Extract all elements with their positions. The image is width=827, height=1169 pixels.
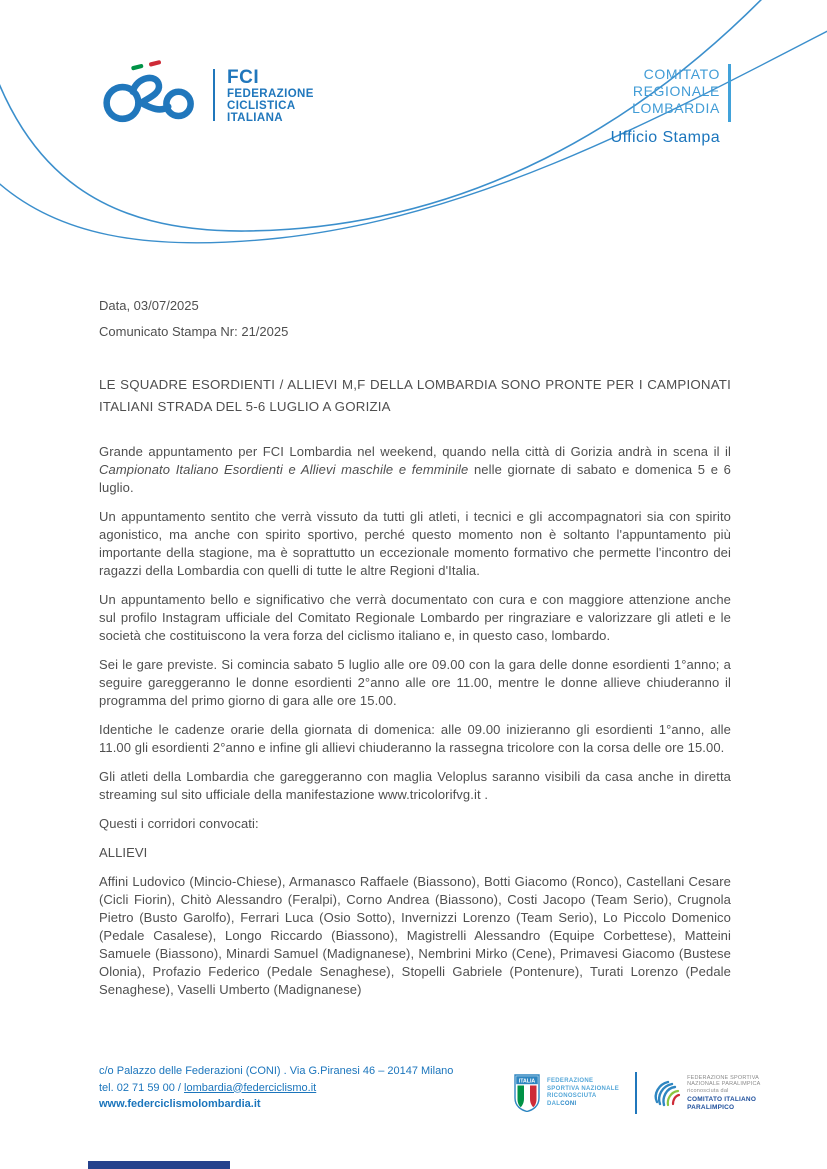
committee-name (632, 66, 720, 117)
committee-accent-bar (728, 64, 731, 122)
bottom-accent-bar (88, 1161, 230, 1169)
footer-tel-line (99, 1080, 453, 1097)
category-label: ALLIEVI (99, 845, 148, 860)
paralimpico-text (687, 1075, 760, 1112)
footer-logos-divider (635, 1072, 637, 1114)
logo-line3: ITALIANA (227, 112, 284, 124)
footer-email-link[interactable]: lombardia@federciclismo.it (184, 1081, 317, 1094)
committee-line2: REGIONALE (632, 83, 720, 99)
coni-bold: CONI (560, 1100, 577, 1107)
coni-recognition-text (547, 1078, 619, 1108)
paralimpico-globe-icon (651, 1078, 681, 1108)
paragraph-6: Gli atleti della Lombardia che gareggeranno con maglia Veloplus saranno visibili da casa anche in diretta streaming sul sito ufficiale della manifestazione www.tricolorifvg.it . (99, 769, 731, 802)
footer-website-link[interactable]: www.federciclismolombardia.it (99, 1098, 261, 1110)
coni-shield-icon (514, 1074, 540, 1112)
para-bold-line-1: COMITATO ITALIANO (687, 1096, 757, 1104)
paragraph-2: Un appuntamento sentito che verrà vissuto da tutti gli atleti, i tecnici e gli accompagnatori sia con spirito agonistico, ma anche con spirito sportivo, perché questo momento non è soltanto l'appuntamento più importante della stagione, ma è soprattutto un eccezionale momento formativo che permette l'incontro dei ragazzi della Lombardia con quelli di tutte le altre Regioni d'Italia. (99, 509, 731, 578)
document-body (99, 297, 731, 1010)
para-line-2: NAZIONALE PARALIMPICA (687, 1081, 761, 1088)
paragraph-3: Un appuntamento bello e significativo che verrà documentato con cura e con maggiore attenzione anche sul profilo Instagram ufficiale del Comitato Regionale Lombardo per ringraziare e valorizzare gli atleti e le società che costituiscono la vera forza del ciclismo italiano e, in questo caso, lombardo. (99, 592, 731, 643)
paragraph-5: Identiche le cadenze orarie della giornata di domenica: alle 09.00 inizieranno gli esordienti 1°anno, alle 11.00 gli esordienti 2°anno e infine gli allievi chiuderanno la rassegna tricolore con la corsa delle ore 15.00. (99, 722, 731, 755)
committee-line1: COMITATO (643, 66, 720, 82)
riders-list: Affini Ludovico (Mincio-Chiese), Armanasco Raffaele (Biassono), Botti Giacomo (Ronco), Castellani Cesare (Cicli Fiorin), Chitò Alessandro (Feralpi), Corno Andrea (Biassono), Costi Jacopo (Team Serio), Crugnola Pietro (Busto Garolfo), Ferrari Luca (Osio Sotto), Invernizzi Lorenzo (Team Serio), Lo Piccolo Domenico (Pedale Casalese), Longo Riccardo (Biassono), Magistrelli Alessandro (Equipe Corbettese), Matteini Samuele (Biassono), Minardi Samuel (Madignanese), Nembrini Mirko (Cene), Primavesi Giacomo (Bustese Olonia), Profazio Federico (Pedale Senaghese), Stopelli Gabriele (Pontenure), Turati Lorenzo (Pedale Senaghese), Vaselli Umberto (Madignanese) (99, 874, 731, 997)
paragraph-1 (99, 443, 731, 497)
convocati-label: Questi i corridori convocati: (99, 816, 259, 831)
document-title: LE SQUADRE ESORDIENTI / ALLIEVI M,F DELLA LOMBARDIA SONO PRONTE PER I CAMPIONATI ITALIANI STRADA DEL 5-6 LUGLIO A GORIZIA (99, 377, 731, 414)
paragraph-1-post: nelle giornate di sabato e domenica 5 e 6 luglio. (99, 462, 732, 495)
coni-line-3: RICONOSCIUTA (547, 1093, 597, 1099)
para-line-1: FEDERAZIONE SPORTIVA (687, 1074, 760, 1081)
paragraph-4: Sei le gare previste. Si comincia sabato 5 luglio alle ore 09.00 con la gara delle donne esordienti 1°anno; a seguire gareggeranno le donne esordienti 2°anno alle ore 11.00, mentre le donne allieve chiuderanno il programma del primo giorno di gara alle ore 15.00. (99, 657, 731, 708)
footer-contact (99, 1063, 453, 1113)
committee-header (611, 66, 720, 147)
logo-line2: CICLISTICA (227, 99, 296, 112)
coni-line-1: FEDERAZIONE (547, 1078, 594, 1084)
logo-wordmark (227, 66, 314, 124)
logo-divider (213, 69, 215, 121)
fci-bike-icon (98, 60, 203, 130)
footer-logos (514, 1072, 761, 1114)
footer-address: c/o Palazzo delle Federazioni (CONI) . Via G.Piranesi 46 – 20147 Milano (99, 1065, 454, 1077)
coni-shield-label: ITALIA (518, 1078, 536, 1085)
fci-logo (98, 60, 314, 130)
coni-line-4: DALCONI (547, 1100, 577, 1107)
press-office-label: Ufficio Stampa (610, 129, 720, 146)
date-line: Data, 03/07/2025 (99, 298, 199, 313)
logo-line1: FEDERAZIONE (227, 87, 314, 100)
footer-tel: tel. 02 71 59 00 / (99, 1081, 185, 1094)
paragraph-1-italic: Campionato Italiano Esordienti e Allievi maschile e femminile (99, 462, 469, 477)
coni-line-2: SPORTIVA NAZIONALE (547, 1085, 620, 1092)
logo-acronym: FCI (227, 66, 260, 88)
para-line-3: riconosciuta dal (687, 1087, 729, 1094)
paragraph-1-pre: Grande appuntamento per FCI Lombardia nel weekend, quando nella città di Gorizia andrà in scena il il (99, 444, 731, 459)
release-number-line: Comunicato Stampa Nr: 21/2025 (99, 324, 289, 339)
para-bold-line-2: PARALIMPICO (687, 1103, 735, 1111)
committee-line3: LOMBARDIA (632, 100, 720, 116)
